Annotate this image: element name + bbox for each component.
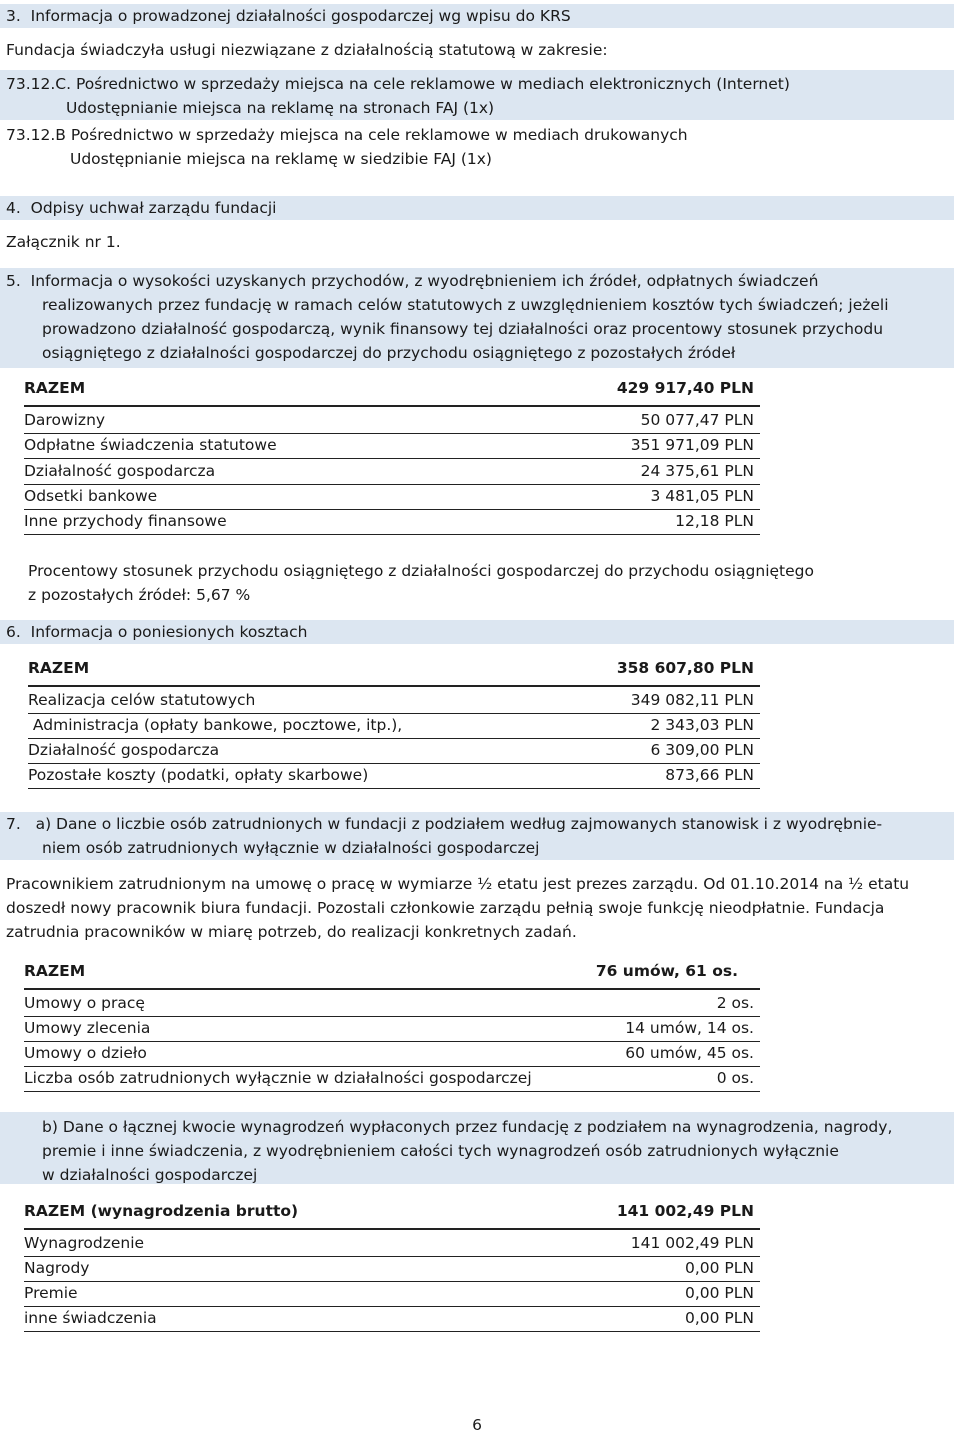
cost-label: Działalność gospodarcza [28, 741, 220, 759]
row-divider [28, 788, 760, 789]
section-5-header-line-4: osiągniętego z działalności gospodarczej do przychodu osiągniętego z pozostałych źródeł [42, 344, 736, 362]
salary-value: 0,00 PLN [684, 1284, 754, 1302]
salary-total-row [24, 1199, 754, 1223]
table-row [24, 459, 754, 483]
section-5-header-line-2: realizowanych przez fundację w ramach celów statutowych z uwzględnieniem kosztów tych świadczeń; jeżeli [42, 296, 889, 314]
revenue-total-label: RAZEM [24, 379, 86, 397]
table-row [28, 688, 754, 712]
revenue-label: Działalność gospodarcza [24, 462, 216, 480]
cost-value: 2 343,03 PLN [650, 716, 754, 734]
salary-label: Premie [24, 1284, 78, 1302]
employment-total-label: RAZEM [24, 962, 86, 980]
employment-total-row [24, 959, 738, 983]
costs-total-label: RAZEM [28, 659, 90, 677]
costs-total-row [28, 656, 754, 680]
revenue-total-row [24, 376, 754, 400]
cost-label: Realizacja celów statutowych [28, 691, 256, 709]
section-4-note: Załącznik nr 1. [6, 233, 121, 251]
table-row [24, 1016, 754, 1040]
percent-line-1: Procentowy stosunek przychodu osiągniętego z działalności gospodarczej do przychodu osiągniętego [28, 562, 814, 580]
salary-value: 0,00 PLN [684, 1259, 754, 1277]
revenue-value: 3 481,05 PLN [650, 487, 754, 505]
salary-value: 141 002,49 PLN [630, 1234, 754, 1252]
row-divider [24, 1331, 760, 1332]
cost-label: Pozostałe koszty (podatki, opłaty skarbowe) [28, 766, 369, 784]
salary-total-value: 141 002,49 PLN [616, 1202, 754, 1220]
salary-label: inne świadczenia [24, 1309, 157, 1327]
salary-label: Wynagrodzenie [24, 1234, 145, 1252]
table-row [24, 408, 754, 432]
costs-total-value: 358 607,80 PLN [616, 659, 754, 677]
table-row [28, 713, 754, 737]
revenue-total-value: 429 917,40 PLN [616, 379, 754, 397]
section-7b-line-3: w działalności gospodarczej [42, 1166, 258, 1184]
table-row [24, 1041, 754, 1065]
section-7b-line-2: premie i inne świadczenia, z wyodrębnieniem całości tych wynagrodzeń osób zatrudnionych wyłącznie [42, 1142, 839, 1160]
revenue-divider [24, 405, 760, 407]
table-row [28, 738, 754, 762]
cost-label: Administracja (opłaty bankowe, pocztowe, itp.), [28, 716, 403, 734]
table-row [24, 1306, 754, 1330]
percent-line-2: z pozostałych źródeł: 5,67 % [28, 586, 251, 604]
employment-total-value: 76 umów, 61 os. [595, 962, 738, 980]
pkd-line-2: Udostępnianie miejsca na reklamę na stronach FAJ (1x) [66, 99, 495, 117]
table-row [24, 1281, 754, 1305]
table-row [24, 991, 754, 1015]
pkd-line-1: 73.12.C. Pośrednictwo w sprzedaży miejsca na cele reklamowe w mediach elektronicznych (Internet) [6, 75, 790, 93]
section-3-intro: Fundacja świadczyła usługi niezwiązane z działalnością statutową w zakresie: [6, 41, 608, 59]
pkd-line-3: 73.12.B Pośrednictwo w sprzedaży miejsca na cele reklamowe w mediach drukowanych [6, 126, 688, 144]
page-number: 6 [472, 1416, 482, 1434]
revenue-label: Odpłatne świadczenia statutowe [24, 436, 277, 454]
pkd-line-4: Udostępnianie miejsca na reklamę w siedzibie FAJ (1x) [70, 150, 492, 168]
section-7b-line-1: b) Dane o łącznej kwocie wynagrodzeń wypłaconych przez fundację z podziałem na wynagrodzenia, nagrody, [42, 1118, 893, 1136]
employment-paragraph-line-1: Pracownikiem zatrudnionym na umowę o pracę w wymiarze ½ etatu jest prezes zarządu. Od 01.10.2014 na ½ etatu [6, 875, 910, 893]
employment-label: Liczba osób zatrudnionych wyłącznie w działalności gospodarczej [24, 1069, 532, 1087]
employment-label: Umowy o dzieło [24, 1044, 147, 1062]
section-3-header: 3. Informacja o prowadzonej działalności gospodarczej wg wpisu do KRS [6, 7, 571, 25]
employment-label: Umowy o pracę [24, 994, 145, 1012]
section-7-header-line-2: niem osób zatrudnionych wyłącznie w działalności gospodarczej [42, 839, 540, 857]
employment-value: 0 os. [716, 1069, 754, 1087]
table-row [24, 509, 754, 533]
table-row [24, 1231, 754, 1255]
salary-total-label: RAZEM (wynagrodzenia brutto) [24, 1202, 299, 1220]
table-row [24, 1256, 754, 1280]
cost-value: 6 309,00 PLN [650, 741, 754, 759]
employment-value: 14 umów, 14 os. [625, 1019, 754, 1037]
revenue-value: 12,18 PLN [675, 512, 754, 530]
revenue-label: Inne przychody finansowe [24, 512, 227, 530]
table-row [24, 1066, 754, 1090]
section-5-header-line-1: 5. Informacja o wysokości uzyskanych przychodów, z wyodrębnieniem ich źródeł, odpłatnych świadczeń [6, 272, 819, 290]
revenue-label: Darowizny [24, 411, 106, 429]
employment-value: 60 umów, 45 os. [625, 1044, 754, 1062]
employment-label: Umowy zlecenia [24, 1019, 151, 1037]
section-4-header: 4. Odpisy uchwał zarządu fundacji [6, 199, 277, 217]
table-row [24, 484, 754, 508]
row-divider [24, 534, 760, 535]
table-row [28, 763, 754, 787]
section-6-header: 6. Informacja o poniesionych kosztach [6, 623, 308, 641]
section-5-header-line-3: prowadzono działalność gospodarczą, wynik finansowy tej działalności oraz procentowy stosunek przychodu [42, 320, 884, 338]
salary-label: Nagrody [24, 1259, 90, 1277]
revenue-label: Odsetki bankowe [24, 487, 158, 505]
employment-divider [24, 988, 760, 990]
section-7-header-line-1: 7. a) Dane o liczbie osób zatrudnionych w fundacji z podziałem według zajmowanych stanowisk i z wyodrębnie- [6, 815, 883, 833]
row-divider [24, 1091, 760, 1092]
employment-paragraph-line-3: zatrudnia pracowników w miarę potrzeb, do realizacji konkretnych zadań. [6, 923, 577, 941]
cost-value: 349 082,11 PLN [630, 691, 754, 709]
table-row [24, 433, 754, 457]
costs-divider [28, 685, 760, 687]
cost-value: 873,66 PLN [665, 766, 754, 784]
salary-value: 0,00 PLN [684, 1309, 754, 1327]
employment-paragraph-line-2: doszedł nowy pracownik biura fundacji. Pozostali członkowie zarządu pełnią swoje funkcję nieodpłatnie. Fundacja [6, 899, 885, 917]
salary-divider [24, 1228, 760, 1230]
revenue-value: 50 077,47 PLN [640, 411, 754, 429]
employment-value: 2 os. [716, 994, 754, 1012]
revenue-value: 24 375,61 PLN [640, 462, 754, 480]
revenue-value: 351 971,09 PLN [630, 436, 754, 454]
